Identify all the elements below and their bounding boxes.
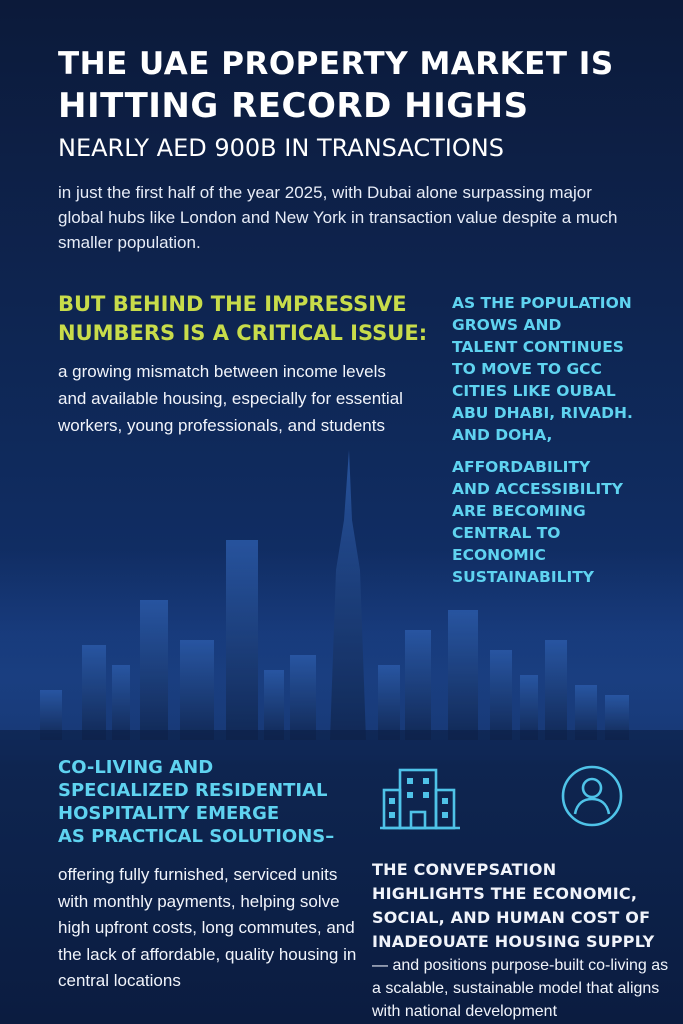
issue-body: a growing mismatch between income levels and available housing, especially for essential workers, young professionals, and students [58,362,403,435]
issue-heading [58,290,438,348]
coliving-heading-line: HOSPITALITY EMERGE [58,803,280,824]
coliving-heading [58,756,388,848]
population-line: AND DOHA, [452,426,553,444]
population-line: GROWS AND [452,316,562,334]
affordability-line: SUSTAINABILITY [452,568,595,586]
conversation-caps: THE CONVEPSATION HIGHLIGHTS THE ECONOMIC, SOCIAL, AND HUMAN COST OF INADEOUATE HOUSING SUPPLY [372,860,655,951]
population-line: TALENT CONTINUES [452,338,624,356]
page-title-line-2: HITTING RECORD HIGHS [58,86,529,126]
affordability-callout [452,456,672,588]
coliving-body: offering fully furnished, serviced units with monthly payments, helping solve high upfront costs, long commutes, and the lack of affordable, quality housing in central locations [58,865,357,990]
page-subtitle: NEARLY AED 900B IN TRANSACTIONS [58,134,504,162]
page-title-line-1: THE UAE PROPERTY MARKET IS [58,46,614,82]
affordability-line: ARE BECOMING [452,502,586,520]
intro-paragraph: in just the first half of the year 2025, with Dubai alone surpassing major global hubs like London and New York in transaction value despite a much smaller population. [58,183,618,252]
population-callout [452,292,672,446]
building-icon [380,766,460,832]
affordability-line: CENTRAL TO [452,524,561,542]
affordability-line: ECONOMIC [452,546,546,564]
population-line: TO MOVE TO GCC [452,360,602,378]
coliving-heading-line: CO-LIVING AND [58,757,214,778]
population-line: CITIES LIKE OUBAL [452,382,616,400]
coliving-heading-line: AS PRACTICAL SOLUTIONS– [58,826,335,847]
coliving-heading-line: SPECIALIZED RESIDENTIAL [58,780,328,801]
conversation-rest: — and positions purpose-built co-living as a scalable, sustainable model that aligns with national development [372,957,669,1020]
population-line: AS THE POPULATION [452,294,632,312]
affordability-line: AND ACCESSIBILITY [452,480,623,498]
population-line: ABU DHABI, RIVADH. [452,404,633,422]
conversation-summary [372,858,672,1023]
issue-heading-line: BUT BEHIND THE IMPRESSIVE [58,292,407,316]
issue-heading-line: NUMBERS IS A CRITICAL ISSUE: [58,321,428,345]
person-icon [560,764,624,828]
affordability-line: AFFORDABILITY [452,458,591,476]
